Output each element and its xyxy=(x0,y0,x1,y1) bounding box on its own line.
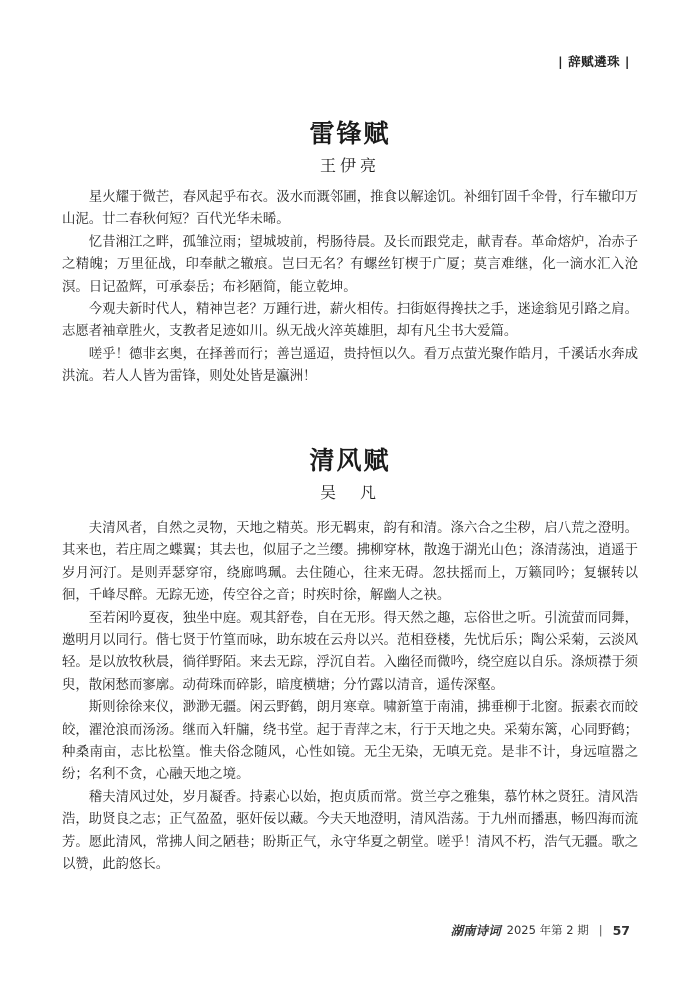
poem1-paragraph: 嗟乎！德非玄奥，在择善而行；善岂遥迢，贵持恒以久。看万点萤光聚作皓月，千溪话水奔成洪流。若人人皆为雷锋，则处处皆是瀛洲！ xyxy=(62,346,638,385)
poem1-author: 王伊亮 xyxy=(319,156,380,175)
poem1-body xyxy=(62,187,638,389)
poem2-title: 清风赋 xyxy=(309,446,391,475)
footer-divider: | xyxy=(598,923,603,937)
poem2-body xyxy=(62,518,638,877)
page-footer xyxy=(451,921,630,939)
poem1-paragraph: 星火耀于微芒，春风起乎布衣。汲水而溉邻圃，推食以解途饥。补细钉固千伞骨，行车辙印万山泥。廿二春秋何短？百代光华未晞。 xyxy=(62,190,638,228)
poem2-paragraph: 斯则徐徐来仪，渺渺无疆。闲云野鹤，朗月寒章。啸新篁于南浦，拂垂柳于北窗。振素衣而皎皎，濯沧浪而汤汤。继而入轩牖，绕书堂。起于青萍之末，行于天地之央。采菊东篱，心同野鹤；种桑南亩，志比松篁。惟夫俗念随风，心性如镜。无尘无染，无嗔无竞。是非不计，身远喧嚣之纷；名利不贪，心融天地之境。 xyxy=(62,700,638,783)
poem2-paragraph: 夫清风者，自然之灵物，天地之精英。形无羁束，韵有和清。涤六合之尘秽，启八荒之澄明。其来也，若庄周之蝶翼；其去也，似屈子之兰缨。拂柳穿林，散逸于湖光山色；涤清荡浊，逍遥于岁月河汀。是则弄瑟穿帘，绕廊鸣珮。去住随心，往来无碍。忽扶摇而上，万籁同吟；复辗转以徊，千峰尽醉。无踪无迹，传空谷之音；时疾时徐，解幽人之袂。 xyxy=(62,521,638,604)
page-number: 57 xyxy=(612,922,630,938)
section-tag: | 辞赋遴珠 | xyxy=(558,54,630,69)
poem2-author: 吴 凡 xyxy=(319,483,380,502)
poem1-title: 雷锋赋 xyxy=(309,119,391,148)
issue-label: 2025 年第 2 期 xyxy=(506,923,589,937)
magazine-name: 湖南诗词 xyxy=(450,923,501,938)
poem2-paragraph: 稽夫清风过处，岁月凝香。持素心以始，抱贞质而常。赏兰亭之雅集，慕竹林之贤狂。清风浩浩，助贤良之志；正气盈盈，驱奸佞以藏。今夫天地澄明，清风浩荡。于九州而播惠，畅四海而流芳。愿此清风，常拂人间之陋巷；盼斯正气，永守华夏之朝堂。嗟乎！清风不朽，浩气无疆。歌之以赞，此韵悠长。 xyxy=(62,789,638,873)
poem1-paragraph: 今观夫新时代人，精神岂老？万踵行进，薪火相传。扫街妪得搀扶之手，迷途翁见引路之肩。志愿者袖章胜火，支教者足迹如川。纵无战火淬英雄胆，却有凡尘书大爱篇。 xyxy=(62,302,638,340)
poem2-paragraph: 至若闲吟夏夜，独坐中庭。观其舒卷，自在无形。得天然之趣，忘俗世之听。引流萤而同舞，邀明月以同行。偕七贤于竹篁而咏，助东坡在云舟以兴。范相登楼，先忧后乐；陶公采菊，云淡风轻。是以放牧秋晨，徜徉野陌。来去无踪，浮沉自若。入幽径而微吟，绕空庭以自乐。涤烦襟于须臾，散闲愁而寥廓。动荷珠而碎影，暗度横塘；分竹露以清音，遥传深壑。 xyxy=(62,610,638,693)
poem1-paragraph: 忆昔湘江之畔，孤雏泣雨；望城坡前，枵肠待晨。及长而跟党走，献青春。革命熔炉，冶赤子之精魄；万里征战，印奉献之辙痕。岂曰无名？有螺丝钉楔于广厦；莫言难继，化一滴水汇入沧溟。日记盈辉，可承泰岳；布衫陋简，能立乾坤。 xyxy=(62,234,638,295)
